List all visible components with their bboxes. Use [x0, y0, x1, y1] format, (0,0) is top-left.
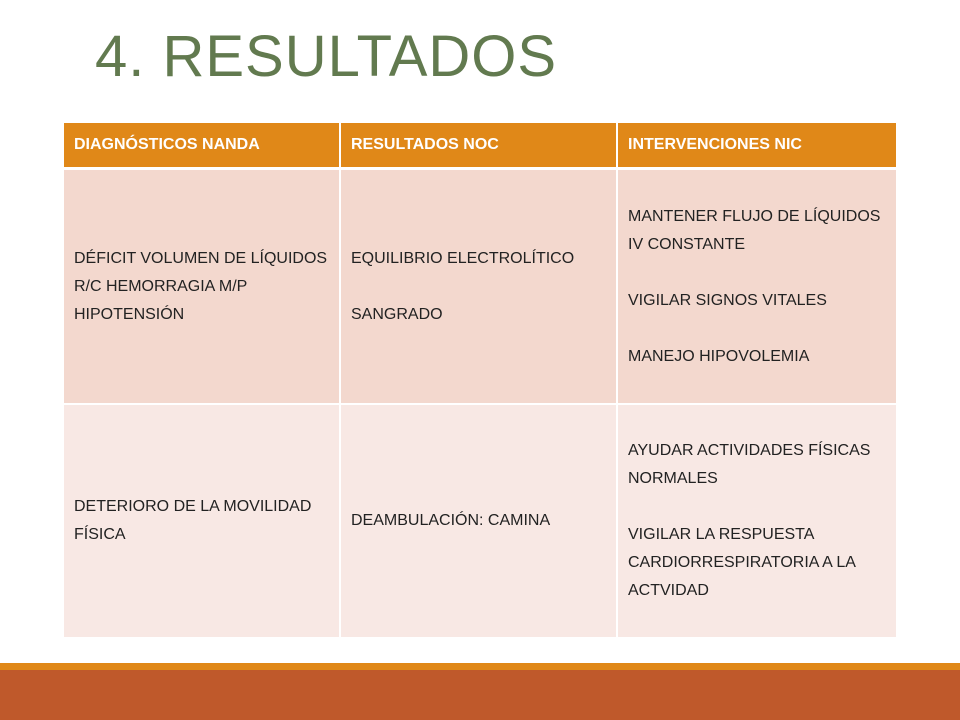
intervencion-text: MANEJO HIPOVOLEMIA	[628, 347, 810, 365]
header-diagnosticos: DIAGNÓSTICOS NANDA	[64, 123, 340, 169]
footer-accent-line	[0, 663, 960, 670]
intervencion-text: AYUDAR ACTIVIDADES FÍSICAS NORMALES	[628, 442, 871, 487]
intervencion-text: MANTENER FLUJO DE LÍQUIDOS IV CONSTANTE	[628, 207, 881, 253]
footer-bar	[0, 670, 960, 720]
table-header-row	[64, 123, 896, 169]
results-table	[64, 123, 896, 639]
intervencion-text: VIGILAR SIGNOS VITALES	[628, 291, 827, 309]
resultado-text: SANGRADO	[351, 305, 443, 323]
header-intervenciones: INTERVENCIONES NIC	[617, 123, 896, 169]
intervenciones-cell	[617, 404, 896, 638]
diagnostico-cell	[64, 404, 340, 638]
header-resultados: RESULTADOS NOC	[340, 123, 617, 169]
table-row	[64, 169, 896, 405]
diagnostico-cell	[64, 169, 340, 405]
diagnostico-text: DETERIORO DE LA MOVILIDAD FÍSICA	[74, 498, 312, 543]
resultado-text: EQUILIBRIO ELECTROLÍTICO	[351, 249, 575, 267]
slide-title: 4. RESULTADOS	[95, 24, 558, 89]
diagnostico-text: DÉFICIT VOLUMEN DE LÍQUIDOS R/C HEMORRAGIA M/P HIPOTENSIÓN	[74, 249, 328, 323]
intervencion-text: VIGILAR LA RESPUESTA CARDIORRESPIRATORIA A LA ACTVIDAD	[628, 526, 856, 599]
resultado-text: DEAMBULACIÓN: CAMINA	[351, 512, 551, 529]
table-row	[64, 404, 896, 638]
intervenciones-cell	[617, 169, 896, 405]
resultados-cell	[340, 404, 617, 638]
resultados-cell	[340, 169, 617, 405]
